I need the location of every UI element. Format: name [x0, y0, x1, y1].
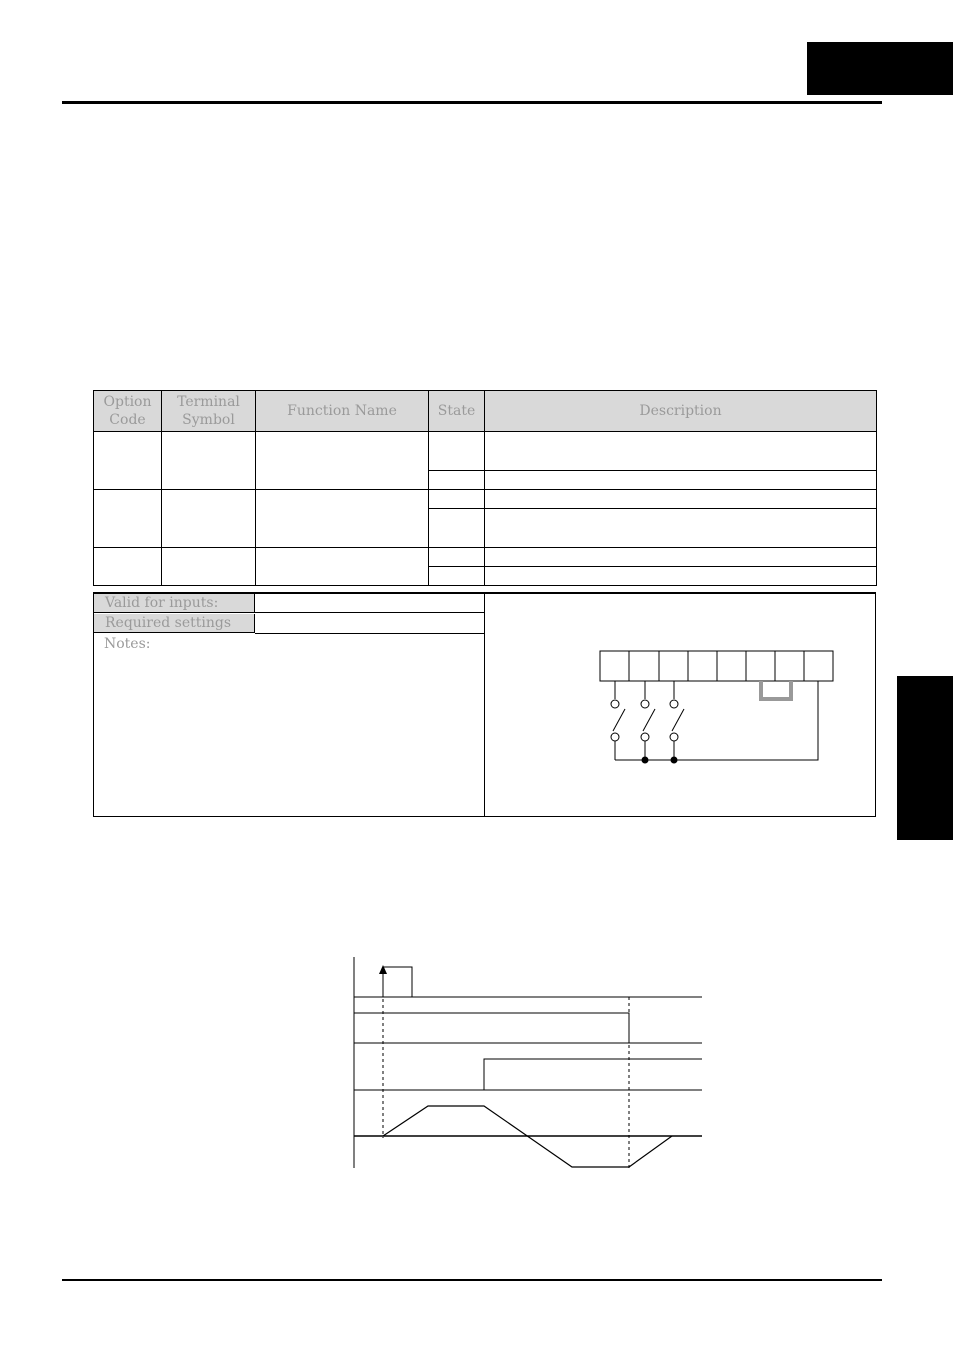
- cell: [256, 548, 429, 586]
- cell: [485, 548, 877, 567]
- signal-waveform-1: [354, 1013, 629, 1043]
- cell: [429, 509, 485, 548]
- cell: [429, 567, 485, 586]
- valid-for-inputs-label: Valid for inputs:: [94, 594, 255, 613]
- chapter-tab: [807, 42, 953, 95]
- header-rule: [62, 101, 882, 104]
- cell: [162, 548, 256, 586]
- cell: [429, 490, 485, 509]
- header-option-code: Option Code: [94, 391, 162, 432]
- cell: [256, 432, 429, 490]
- header-description: Description: [485, 391, 877, 432]
- header-function-name: Function Name: [256, 391, 429, 432]
- trigger-arrow-icon: [379, 965, 387, 974]
- trigger-pulse: [383, 967, 412, 997]
- signal-rails: [354, 997, 702, 1136]
- table-row: [94, 548, 877, 567]
- notes-label: Notes:: [104, 636, 151, 652]
- valid-for-inputs-value: [255, 594, 484, 613]
- cell: [485, 432, 877, 471]
- input-switches: [611, 681, 684, 760]
- junction-dot: [671, 757, 678, 764]
- cell: [162, 432, 256, 490]
- cell: [429, 432, 485, 471]
- header-terminal-symbol: Terminal Symbol: [162, 391, 256, 432]
- required-settings-value: [255, 614, 484, 634]
- panel-divider: [484, 594, 485, 817]
- cell: [162, 490, 256, 548]
- cell: [256, 490, 429, 548]
- cell: [429, 471, 485, 490]
- terminal-jumper: [761, 681, 791, 699]
- footer-rule: [62, 1279, 882, 1281]
- cell: [485, 471, 877, 490]
- table-row: [94, 490, 877, 509]
- terminal-wiring-diagram: [590, 645, 840, 775]
- header-state: State: [429, 391, 485, 432]
- table-row: [94, 432, 877, 471]
- signal-waveform-2: [484, 1059, 702, 1090]
- cell: [485, 490, 877, 509]
- cell: [94, 432, 162, 490]
- timing-diagram: [350, 955, 710, 1175]
- cell: [94, 490, 162, 548]
- cell: [485, 509, 877, 548]
- table-header-row: [94, 391, 877, 432]
- section-side-tab: [897, 676, 953, 840]
- cell: [429, 548, 485, 567]
- required-settings-label: Required settings: [94, 614, 255, 633]
- cell: [94, 548, 162, 586]
- junction-dot: [642, 757, 649, 764]
- cell: [485, 567, 877, 586]
- time-markers: [383, 969, 629, 1168]
